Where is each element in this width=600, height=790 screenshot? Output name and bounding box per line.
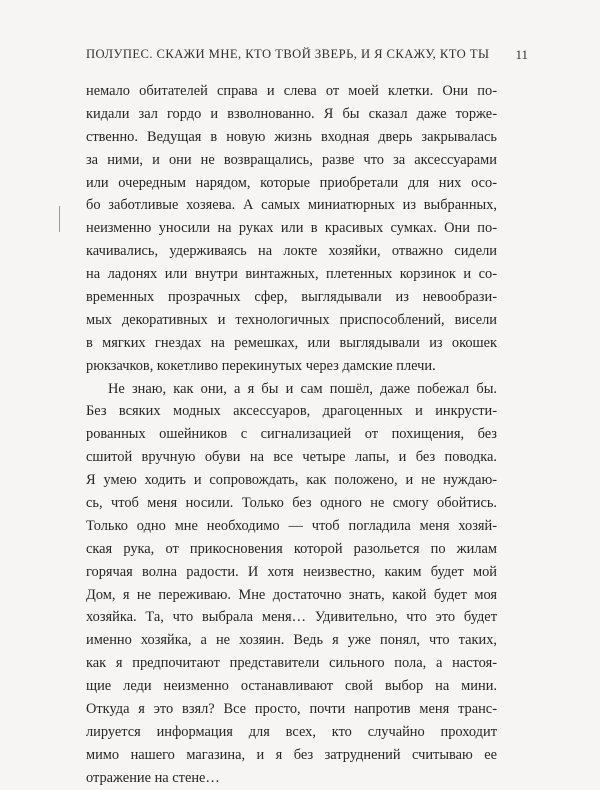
text-line: временных прозрачных сфер, выглядывали из невообрази- [86,289,497,306]
page-number: 11 [515,47,528,62]
text-line: горячая волна радости. И хотя неизвестно, каким будет мой [86,563,497,580]
margin-mark [59,206,60,232]
text-line: лируется информация для всех, кто случайно проходит [86,723,497,740]
text-line: мых декоративных и технологичных приспособлений, висели [86,311,497,328]
page-header [86,47,528,67]
text-line: немало обитателей справа и слева от моей клетки. Они по- [86,83,497,99]
text-line: или очередным нарядом, которые приобретали для них осо- [86,174,497,191]
running-head: ПОЛУПЕС. СКАЖИ МНЕ, КТО ТВОЙ ЗВЕРЬ, И Я СКАЖУ, КТО ТЫ [86,47,490,61]
text-line: именно хозяйка, а не хозяин. Ведь я уже понял, что таких, [86,632,497,649]
text-line: неизменно уносили на руках или в красивых сумках. Они по- [86,220,497,237]
text-line: хозяйка. Та, что выбрала меня… Удивительно, что это будет [86,609,497,626]
text-line: сшитой вручную обуви на все четыре лапы, и без поводка. [86,449,497,466]
text-line: за ними, и они не возвращались, разве что за аксессуарами [86,151,497,168]
text-line: сь, чтоб меня носили. Только без одного не смогу обойтись. [86,495,497,512]
text-line: Откуда я это взял? Все просто, почти напротив меня транс- [86,701,497,718]
text-line: Только одно мне необходимо — чтоб погладила меня хозяй- [86,517,497,534]
text-line: мимо нашего магазина, и я без затруднений считываю ее [86,746,497,763]
text-line: рюкзачков, кокетливо перекинутых через дамские плечи. [86,357,436,374]
text-line: кидали зал гордо и взволнованно. Я бы сказал даже торже- [86,105,497,122]
text-line: щие леди неизменно останавливают свой выбор на мини. [86,678,497,695]
text-line: бо заботливые хозяева. А самых миниатюрных из выбранных, [86,197,497,214]
text-line: Без всяких модных аксессуаров, драгоценных и инкрусти- [86,403,497,420]
text-line: качивались, удерживаясь на локте хозяйки, отважно сидели [86,243,497,260]
paragraph [86,80,497,378]
text-line: на ладонях или внутри винтажных, плетенных корзинок и со- [86,266,497,283]
text-line: Не знаю, как они, а я бы и сам пошёл, даже побежал бы. [108,380,497,397]
text-line: Дом, я не переживаю. Мне достаточно знать, какой будет моя [86,586,497,603]
paragraph [86,378,497,790]
text-line: Я умею ходить и сопровождать, как положено, и не нуждаю- [86,472,497,489]
text-line: в мягких гнездах на ремешках, или выглядывали из окошек [86,334,497,351]
text-line: ственно. Ведущая в новую жизнь входная дверь закрывалась [86,128,497,145]
text-line: рованных ошейников с сигнализацией от похищения, без [86,426,497,443]
body-text [86,80,497,790]
text-line: ская рука, от прикосновения которой разольется по жилам [86,540,497,557]
text-line: отражение на стене… [86,769,220,786]
text-line: как я предпочитают представители сильного пола, а настоя- [86,655,497,672]
